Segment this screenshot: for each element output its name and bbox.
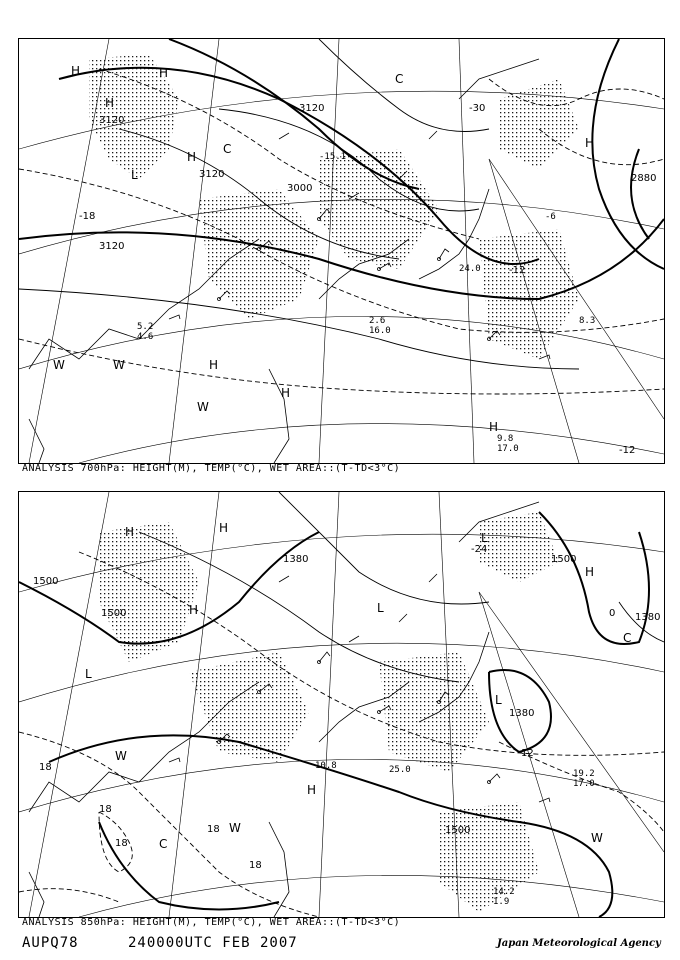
isotherm-label: 12 <box>521 748 534 759</box>
station-value: 10.8 <box>315 761 337 771</box>
center-marker: W <box>115 749 127 763</box>
contour-label: 2880 <box>631 173 657 184</box>
map-850hpa-svg <box>19 492 664 917</box>
isotherm-label: -18 <box>79 211 96 222</box>
contour-label: 1500 <box>445 825 471 836</box>
center-marker: H <box>281 386 291 400</box>
center-marker: H <box>159 66 169 80</box>
center-marker: H <box>125 525 135 539</box>
center-marker: H <box>209 358 219 372</box>
contour-label: 3120 <box>299 103 325 114</box>
center-marker: H <box>489 420 499 434</box>
center-marker: W <box>53 358 65 372</box>
center-marker: L <box>481 531 488 545</box>
map-panel-700hpa <box>18 38 665 464</box>
center-marker: L <box>495 693 502 707</box>
isotherm-label: 18 <box>39 762 52 773</box>
center-marker: H <box>71 64 81 78</box>
contour-label: 3120 <box>99 241 125 252</box>
center-marker: H <box>187 150 197 164</box>
isotherm-label: -12 <box>619 445 636 456</box>
center-marker: H <box>189 603 199 617</box>
isotherm-label: -15.1 <box>319 152 347 162</box>
contour-label: 3000 <box>287 183 313 194</box>
isotherm-label: -12 <box>509 265 526 276</box>
contour-label: 1380 <box>283 554 309 565</box>
station-value: 19.2 <box>573 769 595 779</box>
center-marker: C <box>159 837 168 851</box>
station-value: 5.2 <box>137 322 154 332</box>
agency-name: Japan Meteorological Agency <box>497 938 661 949</box>
station-value: 14.2 <box>493 887 515 897</box>
isotherm-label: -30 <box>469 103 486 114</box>
center-marker: W <box>197 400 209 414</box>
isotherm-label: 18 <box>99 804 112 815</box>
isotherm-label: 18 <box>249 860 262 871</box>
contour-label: 1380 <box>635 612 661 623</box>
station-value: 9.8 <box>497 434 514 444</box>
center-marker: W <box>229 821 241 835</box>
center-marker: W <box>113 358 125 372</box>
wet-area <box>99 512 559 912</box>
center-marker: H <box>219 521 229 535</box>
contour-label: 1500 <box>101 608 127 619</box>
contour-label: 1500 <box>551 554 577 565</box>
station-value: 17.0 <box>573 779 595 789</box>
isotherm-label: 18 <box>115 838 128 849</box>
center-marker: H <box>105 96 115 110</box>
center-marker: C <box>395 72 404 86</box>
center-marker: H <box>585 136 595 150</box>
panel-caption-700hpa: ANALYSIS 700hPa: HEIGHT(M), TEMP(°C), WET AREA::(T-TD<3°C) <box>22 463 401 474</box>
center-marker: C <box>223 142 232 156</box>
map-panel-850hpa <box>18 491 665 918</box>
station-value: 17.0 <box>497 444 519 454</box>
center-marker: L <box>131 168 138 182</box>
station-value: 1.9 <box>493 897 510 907</box>
contour-label: 1380 <box>509 708 535 719</box>
chart-code: AUPQ78 <box>22 935 79 951</box>
panel-caption-850hpa: ANALYSIS 850hPa: HEIGHT(M), TEMP(°C), WET AREA::(T-TD<3°C) <box>22 917 401 928</box>
isotherm-label: -6 <box>545 212 556 222</box>
station-value: 16.0 <box>369 326 391 336</box>
station-value: 8.3 <box>579 316 596 326</box>
contour-label: 1500 <box>33 576 59 587</box>
isotherm-label: 18 <box>207 824 220 835</box>
station-value: 4.6 <box>137 332 154 342</box>
center-marker: L <box>85 667 92 681</box>
station-value: 24.0 <box>459 264 481 274</box>
center-marker: C <box>623 631 632 645</box>
station-value: 25.0 <box>389 765 411 775</box>
center-marker: L <box>377 601 384 615</box>
valid-time: 240000UTC FEB 2007 <box>128 935 298 951</box>
center-marker: H <box>307 783 317 797</box>
isotherm-label: -24 <box>471 544 488 555</box>
isotherm-label: 0 <box>609 608 616 619</box>
station-value: 2.6 <box>369 316 386 326</box>
contour-label: 3120 <box>199 169 225 180</box>
map-700hpa-svg <box>19 39 664 463</box>
center-marker: W <box>591 831 603 845</box>
center-marker: H <box>585 565 595 579</box>
contour-label: 3120 <box>99 115 125 126</box>
height-contours-thin <box>139 492 664 682</box>
